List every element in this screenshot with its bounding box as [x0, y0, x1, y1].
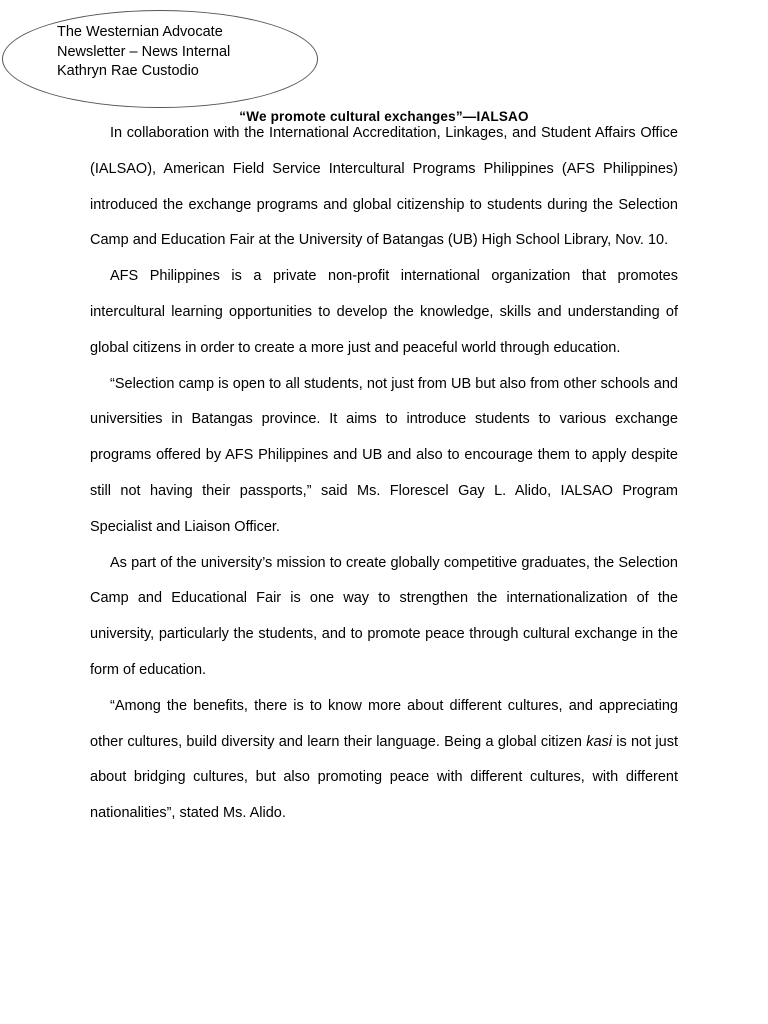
section-name: Newsletter – News Internal [57, 43, 231, 60]
header-block [57, 23, 230, 82]
paragraph-5-part-1: “Among the benefits, there is to know more about different cultures, and appreciating other cultures, build diversity and learn their language. Being a global citizen [90, 697, 678, 750]
paragraph-5-italic-word: kasi [586, 733, 612, 750]
paragraph-2: AFS Philippines is a private non-profit international organization that promotes intercultural learning opportunities to develop the knowledge, skills and understanding of global citizens in order to create a more just and peaceful world through education. [90, 268, 678, 356]
paragraph-3: “Selection camp is open to all students, not just from UB but also from other schools and universities in Batangas province. It aims to introduce students to various exchange programs offered by AFS Philippines and UB and also to encourage them to apply despite still not having their passports,” said Ms. Florescel Gay L. Alido, IALSAO Program Specialist and Liaison Officer. [90, 375, 678, 535]
paragraph-5-part-2: is not just about bridging cultures, but also promoting peace with different cultures, with different nationalities”, stated Ms. Alido. [90, 733, 678, 822]
paragraph-1: In collaboration with the International Accreditation, Linkages, and Student Affairs Office (IALSAO), American Field Service Intercultural Programs Philippines (AFS Philippines) introduced the exchange programs and global citizenship to students during the Selection Camp and Education Fair at the University of Batangas (UB) High School Library, Nov. 10. [90, 125, 678, 249]
publication-name: The Westernian Advocate [57, 24, 223, 40]
article-body [90, 116, 678, 832]
paragraph-5 [90, 689, 678, 832]
article-title: “We promote cultural exchanges”—IALSAO [239, 109, 529, 124]
author-name: Kathryn Rae Custodio [57, 63, 199, 79]
paragraph-4: As part of the university’s mission to create globally competitive graduates, the Selection Camp and Educational Fair is one way to strengthen the internationalization of the university, particularly the students, and to promote peace through cultural exchange in the form of education. [90, 554, 678, 678]
